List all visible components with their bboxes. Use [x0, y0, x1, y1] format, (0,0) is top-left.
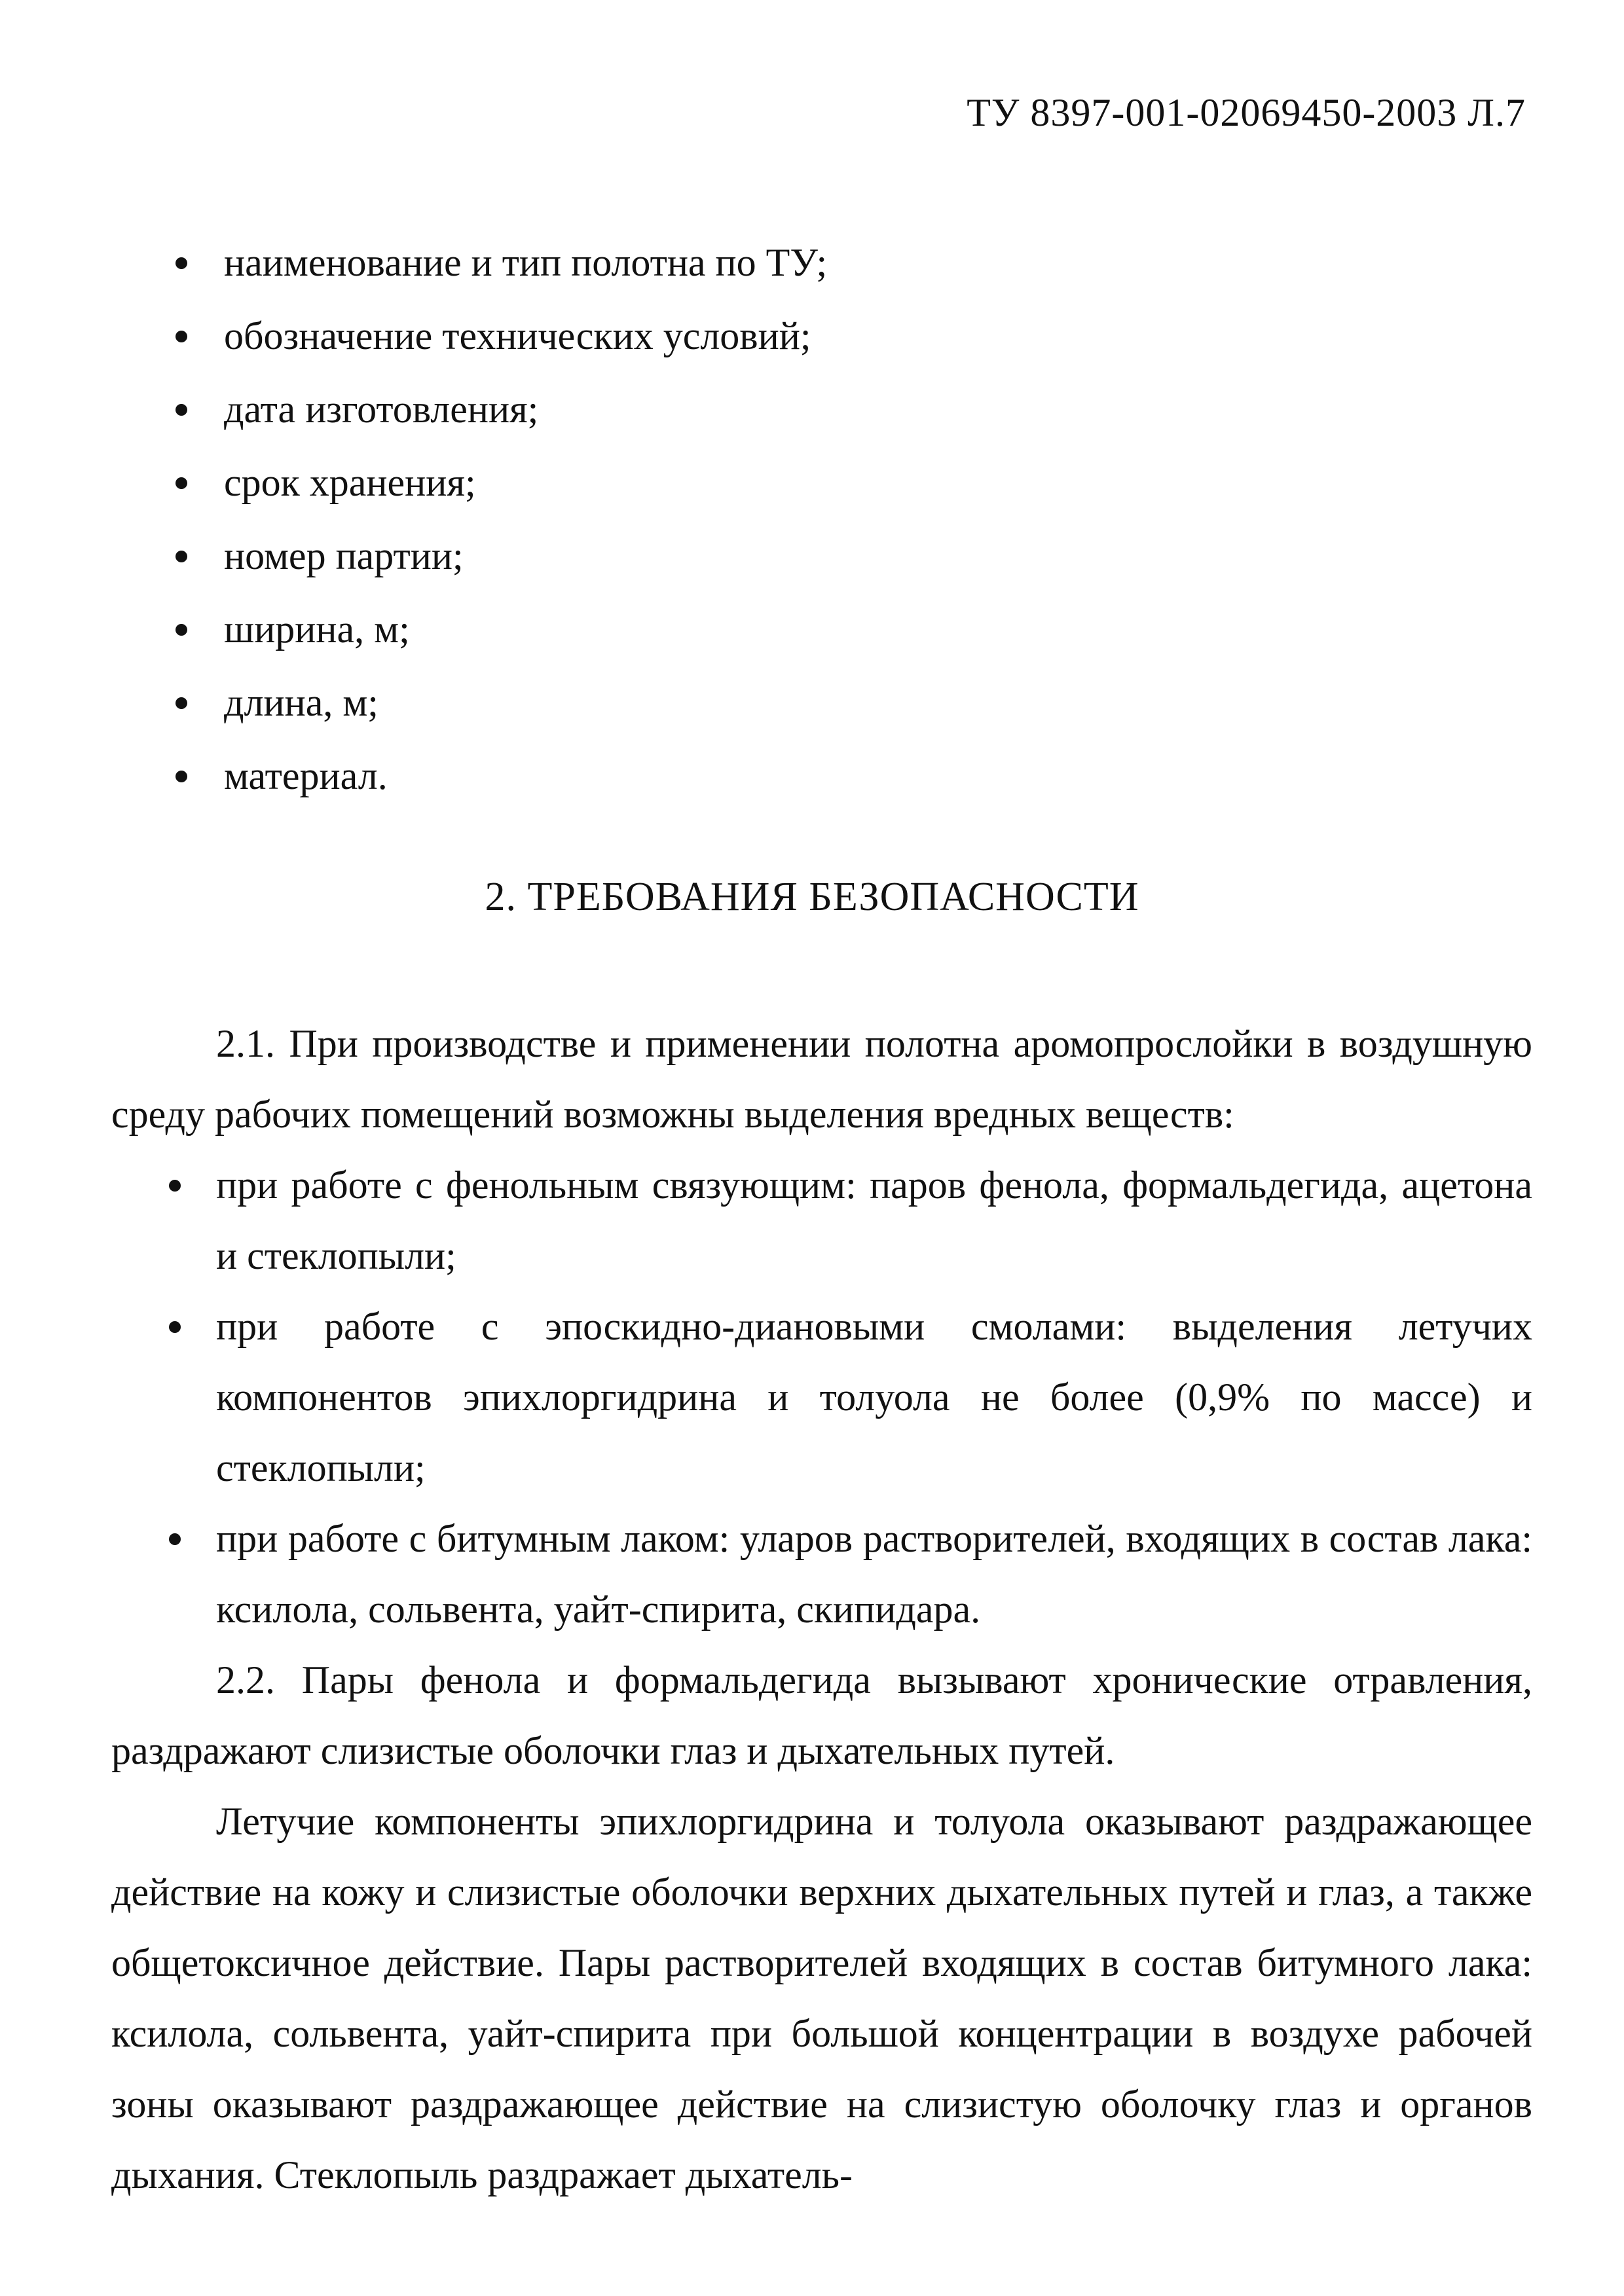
- bullet-icon: [175, 257, 187, 269]
- section-title: 2. ТРЕБОВАНИЯ БЕЗОПАСНОСТИ: [485, 875, 1139, 919]
- bullet-icon: [175, 624, 187, 636]
- hazard-item-text: при работе с эпоскидно-диановыми смолами: выделения летучих компонентов эпихлоргидрина и толуола не более (0,9% по массе) и стеклопыли;: [216, 1305, 1532, 1489]
- list-item: [172, 739, 827, 812]
- list-item-text: дата изготовления;: [224, 388, 539, 431]
- list-item: [172, 519, 827, 592]
- list-item-text: обозначение технических условий;: [224, 314, 811, 357]
- list-item: [172, 666, 827, 739]
- hazard-item-text: при работе с битумным лаком: уларов растворителей, входящих в состав лака: ксилола, сольвента, уайт-спирита, скипидара.: [216, 1517, 1532, 1631]
- list-item: [172, 226, 827, 299]
- bullet-icon: [175, 331, 187, 342]
- paragraph-volatile-components: Летучие компоненты эпихлоргидрина и толуола оказывают раздражающее действие на кожу и слизистые оболочки верхних дыхательных путей и глаз, а также общетоксичное действие. Пары растворителей входящих в состав битумного лака: ксилола, сольвента, уайт-спирита при большой концентрации в воздухе рабочей зоны оказывают раздражающее действие на слизистую оболочку глаз и органов дыхания. Стеклопыль раздражает дыхатель-: [111, 1800, 1532, 2196]
- hazard-item: [111, 1291, 1532, 1503]
- bullet-icon: [169, 1321, 181, 1333]
- list-item-text: материал.: [224, 754, 388, 797]
- hazard-item: [111, 1503, 1532, 1645]
- list-item-text: длина, м;: [224, 681, 378, 724]
- list-item-text: наименование и тип полотна по ТУ;: [224, 241, 828, 284]
- section-body: [111, 1008, 1532, 2210]
- list-item-text: ширина, м;: [224, 608, 410, 651]
- bullet-icon: [169, 1533, 181, 1545]
- list-item: [172, 299, 827, 373]
- bullet-icon: [175, 771, 187, 782]
- paragraph-2-2: 2.2. Пары фенола и формальдегида вызывают хронические отравления, раздражают слизистые оболочки глаз и дыхательных путей.: [111, 1658, 1532, 1772]
- bullet-icon: [175, 697, 187, 709]
- bullet-icon: [169, 1180, 181, 1192]
- paragraph-2-1-intro: 2.1. При производстве и применении полотна аромопрослойки в воздушную среду рабочих помещений возможны выделения вредных веществ:: [111, 1022, 1532, 1136]
- bullet-icon: [175, 404, 187, 416]
- list-item: [172, 373, 827, 446]
- document-code-header: ТУ 8397-001-02069450-2003 Л.7: [967, 91, 1526, 134]
- list-item: [172, 446, 827, 519]
- hazard-list: [111, 1150, 1532, 1645]
- hazard-item: [111, 1150, 1532, 1291]
- list-item-text: номер партии;: [224, 534, 464, 577]
- list-item: [172, 592, 827, 666]
- list-item-text: срок хранения;: [224, 461, 476, 504]
- hazard-item-text: при работе с фенольным связующим: паров фенола, формальдегида, ацетона и стеклопыли;: [216, 1163, 1532, 1277]
- marking-list: [172, 226, 827, 812]
- bullet-icon: [175, 477, 187, 489]
- bullet-icon: [175, 551, 187, 562]
